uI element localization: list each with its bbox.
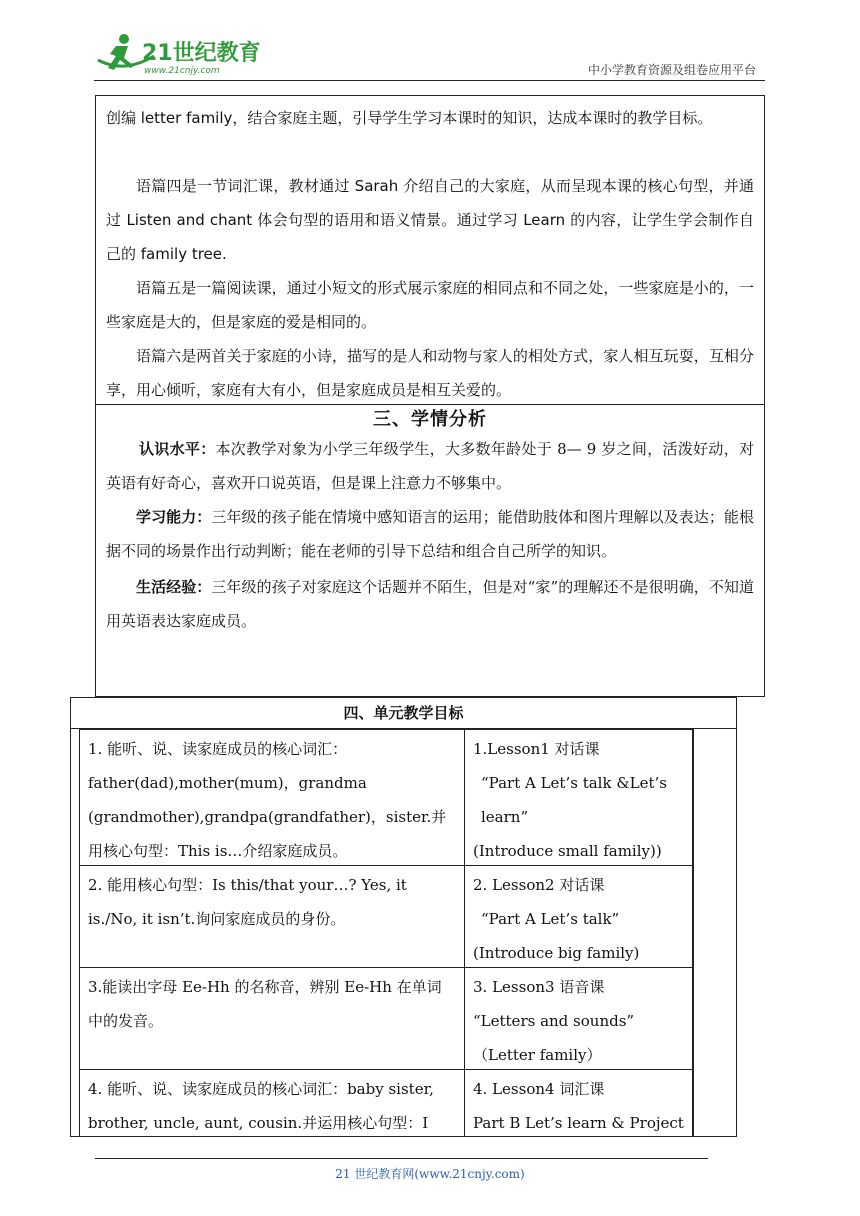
header-divider xyxy=(94,80,765,81)
svg-text:21世纪教育: 21世纪教育 xyxy=(142,41,261,66)
lesson-title: 2. Lesson2 对话课 xyxy=(473,876,605,894)
goal-cell: 1. 能听、说、读家庭成员的核心词汇：father(dad),mother(mum)，grandma (grandmother),grandpa(grandfather)，sister.并用核心句型：This is…介绍家庭成员。 xyxy=(80,730,465,865)
goal-cell: 3.能读出字母 Ee-Hh 的名称音，辨别 Ee-Hh 在单词中的发音。 xyxy=(80,968,465,1069)
goal-cell: 4. 能听、说、读家庭成员的核心词汇：baby sister, brother, uncle, aunt, cousin.并运用核心句型：I xyxy=(80,1070,465,1137)
lesson-title: 3. Lesson3 语音课 xyxy=(473,978,605,996)
analysis-label: 生活经验： xyxy=(136,578,212,596)
lesson-cell xyxy=(465,968,692,1069)
lesson-desc: （Letter family） xyxy=(473,1046,602,1064)
goals-table xyxy=(70,697,737,1137)
table-row xyxy=(79,866,693,968)
analysis-text: 三年级的孩子能在情境中感知语言的运用；能借助肢体和图片理解以及表达；能根据不同的场景作出行动判断；能在老师的引导下总结和组合自己所学的知识。 xyxy=(106,508,754,560)
table-divider xyxy=(693,729,695,1137)
section4-title: 四、单元教学目标 xyxy=(71,698,736,729)
table-row xyxy=(79,729,693,866)
goal-cell: 2. 能用核心句型：Is this/that your…? Yes, it is./No, it isn’t.询问家庭成员的身份。 xyxy=(80,866,465,967)
table-row xyxy=(79,968,693,1070)
site-logo xyxy=(94,30,264,82)
footer-link[interactable]: 21 世纪教育网(www.21cnjy.com) xyxy=(335,1167,525,1181)
analysis-experience xyxy=(106,570,754,638)
lesson-title: 4. Lesson4 词汇课 xyxy=(473,1080,605,1098)
lesson-cell xyxy=(465,1070,692,1137)
section2-para-1: 创编 letter family，结合家庭主题，引导学生学习本课时的知识，达成本课时的教学目标。 xyxy=(106,109,713,127)
analysis-label: 认识水平： xyxy=(139,440,216,458)
lesson-desc: (Introduce big family) xyxy=(473,944,640,962)
lesson-desc: (Introduce small family)) xyxy=(473,842,662,860)
analysis-text: 本次教学对象为小学三年级学生，大多数年龄处于 8— 9 岁之间，活泼好动，对英语有好奇心，喜欢开口说英语，但是课上注意力不够集中。 xyxy=(106,440,754,492)
content-box-upper xyxy=(95,95,765,697)
lesson-part: “Letters and sounds” xyxy=(473,1012,635,1030)
analysis-ability xyxy=(106,500,754,568)
svg-text:www.21cnjy.com: www.21cnjy.com xyxy=(144,66,220,76)
analysis-label: 学习能力： xyxy=(136,508,212,526)
section2-para-4: 语篇六是两首关于家庭的小诗，描写的是人和动物与家人的相处方式，家人相互玩耍，互相分享，用心倾听，家庭有大有小，但是家庭成员是相互关爱的。 xyxy=(106,347,754,399)
table-row xyxy=(79,1070,693,1137)
lesson-cell xyxy=(465,866,692,967)
lesson-part: “Part A Let’s talk &Let’s learn” xyxy=(481,774,668,826)
section2-para-2: 语篇四是一节词汇课，教材通过 Sarah 介绍自己的大家庭，从而呈现本课的核心句型，并通过 Listen and chant 体会句型的语用和语义情景。通过学习 Learn 的内容，让学生学会制作自己的 family tree. xyxy=(106,177,754,263)
analysis-cognition xyxy=(106,432,754,500)
lesson-cell xyxy=(465,730,692,865)
section3-title: 三、学情分析 xyxy=(373,409,487,430)
analysis-text: 三年级的孩子对家庭这个话题并不陌生，但是对“家”的理解还不是很明确，不知道用英语表达家庭成员。 xyxy=(106,578,754,630)
lesson-part: Part B Let’s learn & Project xyxy=(473,1114,684,1132)
platform-name: 中小学教育资源及组卷应用平台 xyxy=(587,63,756,77)
section2-para-3: 语篇五是一篇阅读课，通过小短文的形式展示家庭的相同点和不同之处，一些家庭是小的，一些家庭是大的，但是家庭的爱是相同的。 xyxy=(106,279,754,331)
footer-divider xyxy=(95,1158,708,1159)
lesson-part: “Part A Let’s talk” xyxy=(481,910,620,928)
lesson-title: 1.Lesson1 对话课 xyxy=(473,740,600,758)
